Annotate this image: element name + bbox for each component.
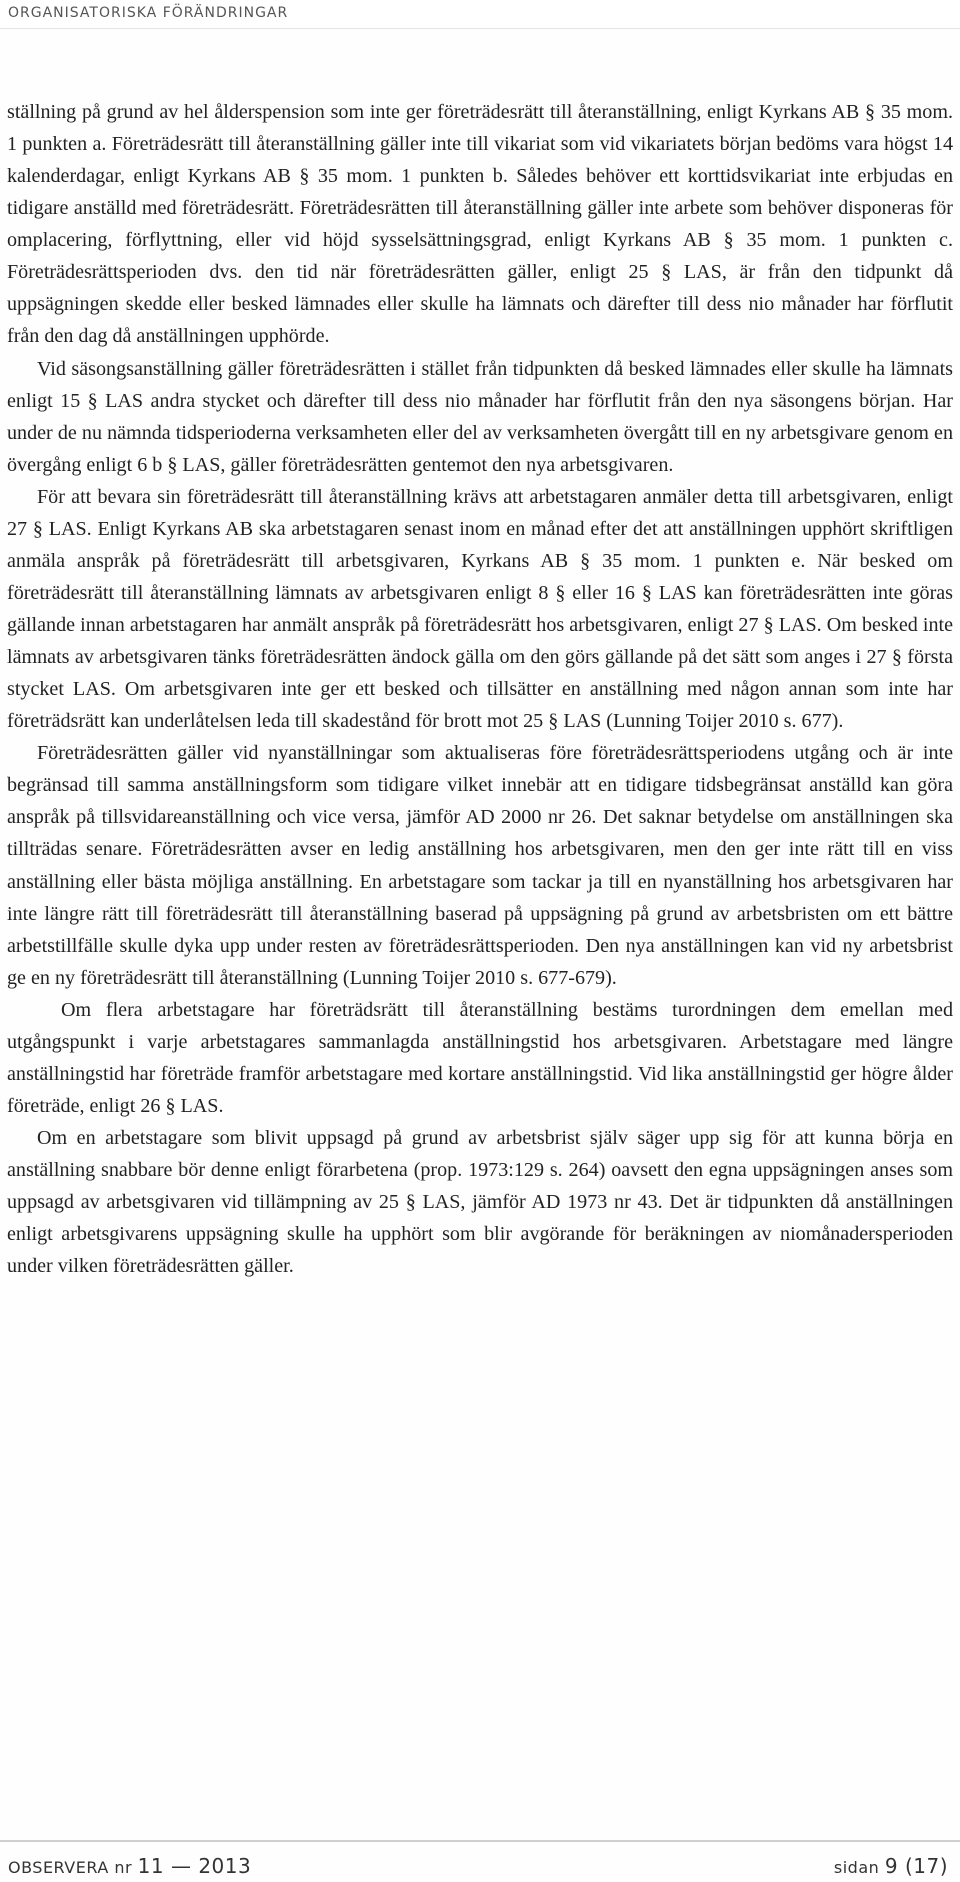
- page-header: [0, 0, 960, 29]
- footer-divider: [0, 1840, 960, 1842]
- paragraph: Om en arbetstagare som blivit uppsagd på grund av arbetsbrist själv säger upp sig för att kunna börja en anställning snabbare bör denne enligt förarbetena (prop. 1973:129 s. 264) oavsett den egna uppsägningen anses som uppsagd av arbetsgivaren vid tillämpning av 25 § LAS, jämför AD 1973 nr 43. Det är tidpunkten då anställningen enligt arbetsgivarens uppsägning skulle ha upphört som blir avgörande för beräkningen av niomånadersperioden under vilken företrädesrätten gäller.: [7, 1127, 953, 1278]
- footer-page-number: [834, 1854, 948, 1878]
- paragraph: ställning på grund av hel ålderspension som inte ger företrädesrätt till återanställning, enligt Kyrkans AB § 35 mom. 1 punkten a. Företrädesrätt till återanställning gäller inte till vikariat som vid vikariatets början bedöms vara högst 14 kalenderdagar, enligt Kyrkans AB § 35 mom. 1 punkten b. Således behöver ett korttidsvikariat inte erbjudas en tidigare anställd med företrädesrätt. Företrädesrätten till återanställning gäller inte arbete som behöver disponeras för omplacering, förflyttning, eller vid höjd sysselsättningsgrad, enligt Kyrkans AB § 35 mom. 1 punkten c. Företrädesrättsperioden dvs. den tid när företrädesrätten gäller, enligt 25 § LAS, är från den tidpunkt då uppsägningen skedde eller besked lämnades eller skulle ha lämnats och därefter till dess nio månader har förflutit från den dag då anställningen upphörde.: [7, 101, 953, 348]
- section-title: ORGANISATORISKA FÖRÄNDRINGAR: [8, 5, 289, 21]
- page-number: 9 (17): [884, 1854, 948, 1878]
- paragraph: Om flera arbetstagare har företrädsrätt till återanställning bestäms turordningen dem emellan med utgångspunkt i varje arbetstagares sammanlagda anställningstid hos arbetsgivaren. Arbetstagare med längre anställningstid har företräde framför arbetstagare med kortare anställningstid. Vid lika anställningstid ger högre ålder företräde, enligt 26 § LAS.: [7, 998, 953, 1117]
- magazine-name: OBSERVERA nr: [8, 1858, 133, 1877]
- issue-number: 11 — 2013: [137, 1854, 252, 1878]
- paragraph: För att bevara sin företrädesrätt till återanställning krävs att arbetstagaren anmäler detta till arbetsgivaren, enligt 27 § LAS. Enligt Kyrkans AB ska arbetstagaren senast inom en månad efter det att anställningen upphört skriftligen anmäla anspråk på företrädesrätt till arbetsgivaren, Kyrkans AB § 35 mom. 1 punkten e. När besked om företrädesrätt till återanställning lämnats av arbetsgivaren enligt 8 § eller 16 § LAS kan företrädesrätten inte göras gällande innan arbetstagaren har anmält anspråk på företrädesrätt hos arbetsgivaren, enligt 27 § LAS. Om besked inte lämnats av arbetsgivaren tänks företrädesrätten ändock gälla om den görs gällande på det sätt som anges i 27 § första stycket LAS. Om arbetsgivaren inte ger ett besked och tillsätter en anställning med någon annan som inte har företrädsrätt kan underlåtelsen leda till skadestånd för brott mot 25 § LAS (Lunning Toijer 2010 s. 677).: [7, 485, 953, 733]
- paragraph: Vid säsongsanställning gäller företrädesrätten i stället från tidpunkten då besked lämnades eller skulle ha lämnats enligt 15 § LAS andra stycket och därefter till dess nio månader har förflutit från den nya säsongens början. Har under de nu nämnda tidsperioderna verksamheten eller del av verksamheten övergått till en ny arbetsgivare genom en övergång enligt 6 b § LAS, gäller företrädesrätten gentemot den nya arbetsgivaren.: [7, 357, 953, 476]
- footer-publication: [8, 1854, 251, 1878]
- paragraph: Företrädesrätten gäller vid nyanställningar som aktualiseras före företrädesrättsperiodens utgång och är inte begränsad till samma anställningsform som tidigare vilket innebär att en tidigare tidsbegränsat anställd kan göra anspråk på tillsvidareanställning och vice versa, jämför AD 2000 nr 26. Det saknar betydelse om anställningen ska tillträdas senare. Företrädesrätten avser en ledig anställning hos arbetsgivaren, men den ger inte rätt till en viss anställning eller bästa möjliga anställning. En arbetstagare som tackar ja till en nyanställning hos arbetsgivaren har inte längre rätt till företrädesrätt till återanställning baserad på uppsägning på grund av arbetsbristen om ett bättre arbetstillfälle skulle dyka upp under resten av företrädesrättsperioden. Den nya anställningen kan vid ny arbetsbrist ge en ny företrädesrätt till återanställning (Lunning Toijer 2010 s. 677-679).: [7, 742, 953, 989]
- article-body: [7, 96, 953, 1282]
- page-label: sidan: [833, 1858, 880, 1877]
